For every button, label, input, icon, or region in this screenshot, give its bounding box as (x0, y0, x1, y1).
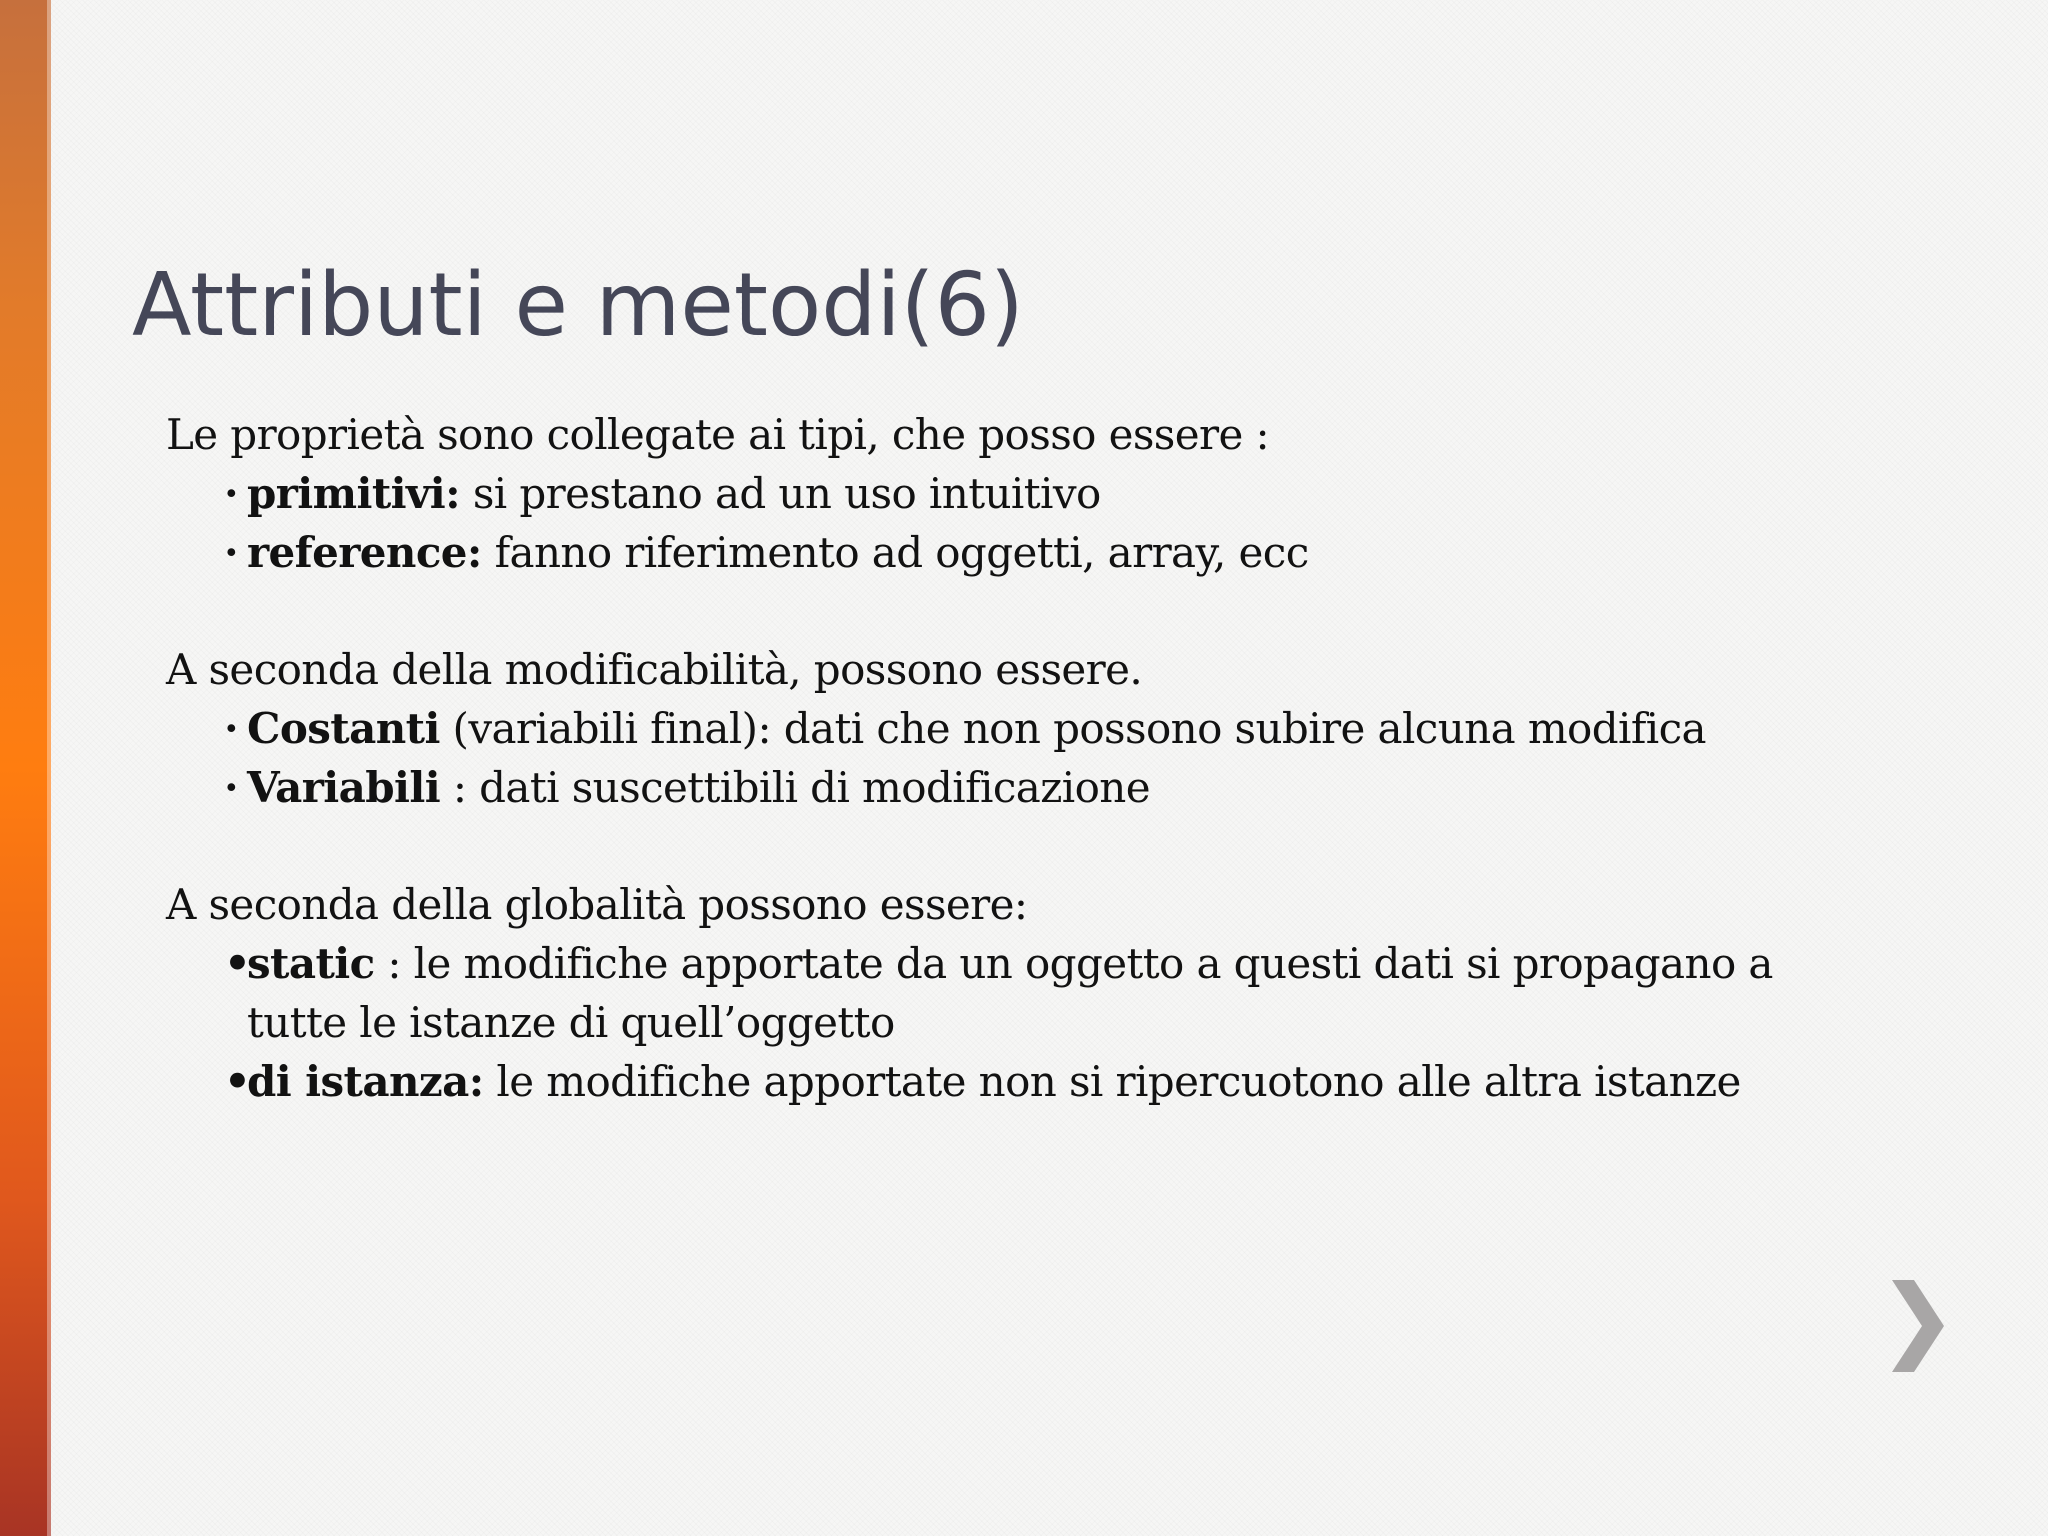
bullet-dot-icon: · (224, 704, 239, 753)
bullet-text: fanno riferimento ad oggetti, array, ecc (481, 528, 1309, 577)
bullet-item (224, 699, 1866, 758)
bullet-term: Costanti (247, 704, 440, 753)
slide-title: Attributi e metodi(6) (132, 254, 1024, 356)
bullet-list (166, 699, 1866, 817)
bullet-item (224, 523, 1866, 582)
bullet-term: reference: (247, 528, 482, 577)
bullet-term: Variabili (247, 763, 441, 812)
bullet-dot-icon: • (224, 939, 251, 988)
section-intro: A seconda della modificabilità, possono essere. (166, 645, 1143, 694)
bullet-item (224, 1052, 1866, 1111)
bullet-dot-icon: • (224, 1057, 251, 1106)
section-globality (166, 875, 1866, 1111)
bullet-text: si prestano ad un uso intuitivo (460, 469, 1101, 518)
slide-content (166, 405, 1866, 1169)
next-slide-button[interactable] (1886, 1276, 1946, 1376)
bullet-dot-icon: · (224, 763, 239, 812)
bullet-item (224, 464, 1866, 523)
section-intro: A seconda della globalità possono essere: (166, 880, 1028, 929)
bullet-list (166, 464, 1866, 582)
bullet-text: (variabili final): dati che non possono subire alcuna modifica (439, 704, 1706, 753)
section-modifiability (166, 640, 1866, 817)
bullet-dot-icon: · (224, 469, 239, 518)
chevron-right-icon (1886, 1276, 1946, 1376)
bullet-text: le modifiche apportate non si ripercuotono alle altra istanze (483, 1057, 1741, 1106)
section-types (166, 405, 1866, 582)
bullet-dot-icon: · (224, 528, 239, 577)
accent-bar (0, 0, 51, 1536)
bullet-item (224, 934, 1847, 1052)
bullet-item (224, 758, 1866, 817)
bullet-term: di istanza: (247, 1057, 484, 1106)
bullet-term: static (247, 939, 375, 988)
bullet-text: : le modifiche apportate da un oggetto a questi dati si propagano a tutte le istanze di quell’oggetto (247, 939, 1773, 1047)
section-intro: Le proprietà sono collegate ai tipi, che posso essere : (166, 410, 1270, 459)
bullet-list (166, 934, 1866, 1111)
bullet-text: : dati suscettibili di modificazione (440, 763, 1150, 812)
bullet-term: primitivi: (247, 469, 461, 518)
